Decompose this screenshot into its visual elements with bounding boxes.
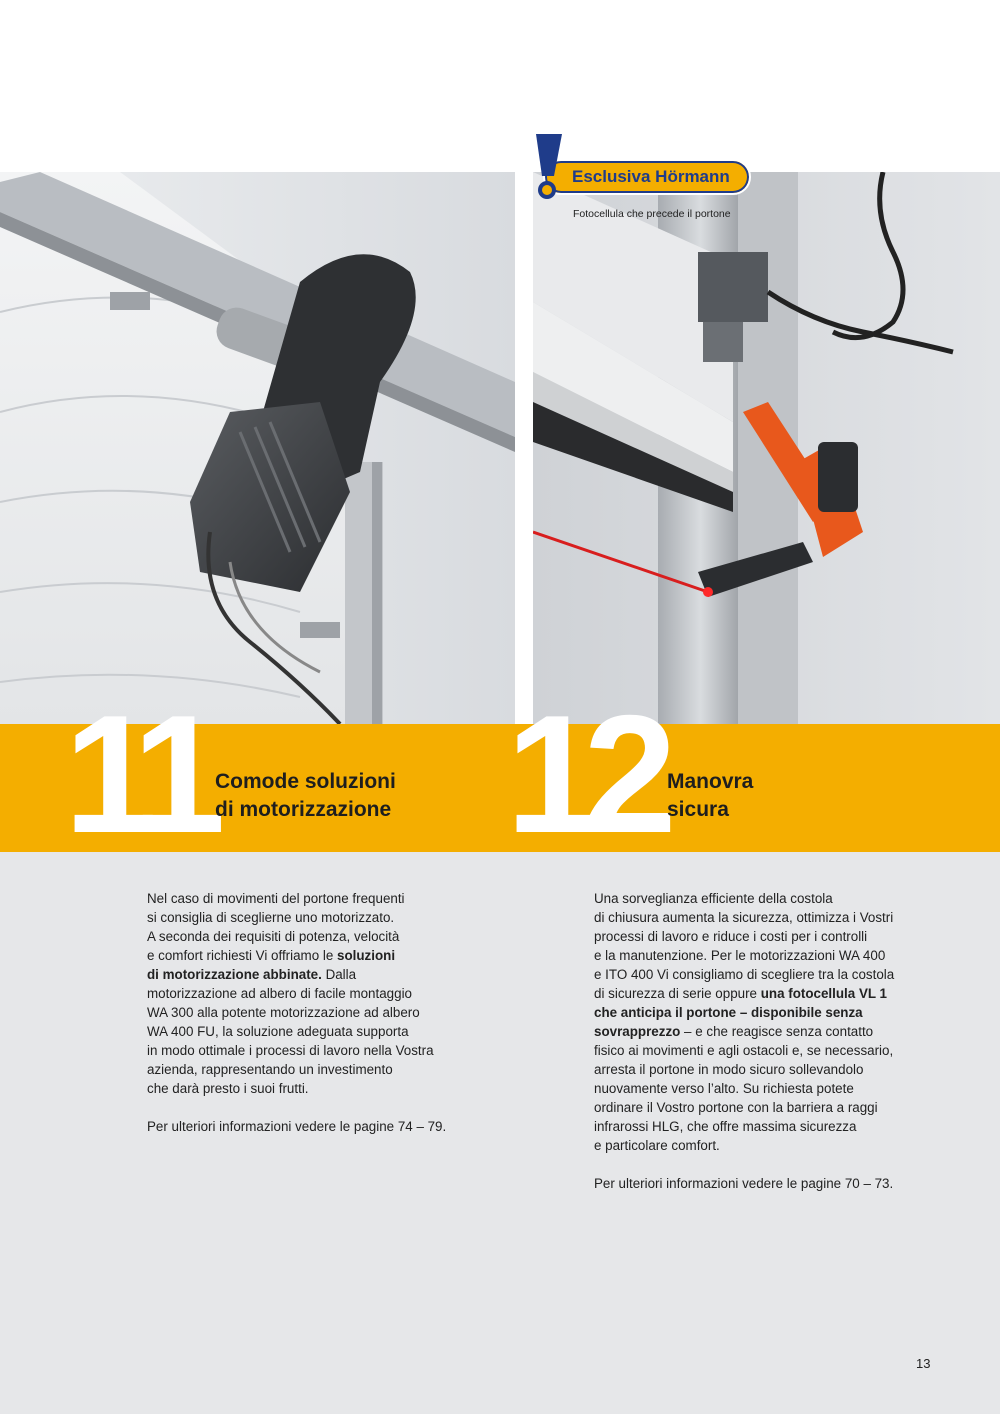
section-number-11: 11 — [64, 680, 210, 868]
body-line: e particolare comfort. — [594, 1138, 720, 1153]
body-line: che darà presto i suoi frutti. — [147, 1081, 309, 1096]
body-line: arresta il portone in modo sicuro sollevandolo — [594, 1062, 864, 1077]
body-line: in modo ottimale i processi di lavoro nella Vostra — [147, 1043, 434, 1058]
body-line: ordinare il Vostro portone con la barriera a raggi — [594, 1100, 878, 1115]
body-line: nuovamente verso l’alto. Su richiesta potete — [594, 1081, 854, 1096]
section-title-safe-operation: Manovra sicura — [667, 770, 754, 821]
body-line: processi di lavoro e riduce i costi per i controlli — [594, 929, 868, 944]
body-line: WA 400 FU, la soluzione adeguata supporta — [147, 1024, 409, 1039]
exclamation-icon — [520, 132, 568, 202]
photo-caption: Fotocellula che precede il portone — [573, 208, 731, 220]
body-line: e comfort richiesti Vi offriamo le soluzioni — [147, 948, 396, 963]
section-title-motorization: Comode soluzioni di motorizzazione — [215, 770, 396, 821]
photocell-photo — [533, 172, 1000, 724]
body-line: motorizzazione ad albero di facile montaggio — [147, 986, 412, 1001]
operator-photo — [0, 172, 515, 724]
body-line: e la manutenzione. Per le motorizzazioni WA 400 — [594, 948, 886, 963]
body-line: Una sorveglianza efficiente della costola — [594, 891, 833, 906]
body-line: A seconda dei requisiti di potenza, velocità — [147, 929, 400, 944]
section-body-motorization — [147, 889, 492, 1136]
body-line: sovrapprezzo – e che reagisce senza contatto — [594, 1024, 874, 1039]
body-line: di motorizzazione abbinate. Dalla — [147, 967, 357, 982]
bold-text: una fotocellula VL 1 — [760, 986, 887, 1001]
body-line: infrarossi HLG, che offre massima sicurezza — [594, 1119, 857, 1134]
top-margin — [0, 0, 1000, 172]
body-line: azienda, rappresentando un investimento — [147, 1062, 393, 1077]
section-body-safe-operation — [594, 889, 954, 1193]
exclusive-badge — [520, 132, 752, 202]
more-info-link-text: Per ulteriori informazioni vedere le pagine 70 – 73. — [594, 1176, 894, 1191]
more-info-link-text: Per ulteriori informazioni vedere le pagine 74 – 79. — [147, 1119, 447, 1134]
bold-text: soluzioni — [337, 948, 396, 963]
photo-divider — [515, 172, 533, 724]
bold-text: sovrapprezzo — [594, 1024, 681, 1039]
body-line: WA 300 alla potente motorizzazione ad albero — [147, 1005, 420, 1020]
body-line: e ITO 400 Vi consigliamo di scegliere tra la costola — [594, 967, 895, 982]
body-line: di sicurezza di serie oppure una fotocellula VL 1 — [594, 986, 887, 1001]
page-number: 13 — [916, 1356, 931, 1371]
body-line: Nel caso di movimenti del portone frequenti — [147, 891, 405, 906]
bold-text: che anticipa il portone – disponibile senza — [594, 1005, 863, 1020]
body-line: di chiusura aumenta la sicurezza, ottimizza i Vostri — [594, 910, 894, 925]
body-line: si consiglia di sceglierne uno motorizzato. — [147, 910, 395, 925]
bold-text: di motorizzazione abbinate. — [147, 967, 322, 982]
badge-label: Esclusiva Hörmann — [572, 167, 730, 186]
body-line: fisico ai movimenti e agli ostacoli e, se necessario, — [594, 1043, 894, 1058]
body-line — [594, 1003, 954, 1022]
section-number-12: 12 — [506, 680, 661, 868]
